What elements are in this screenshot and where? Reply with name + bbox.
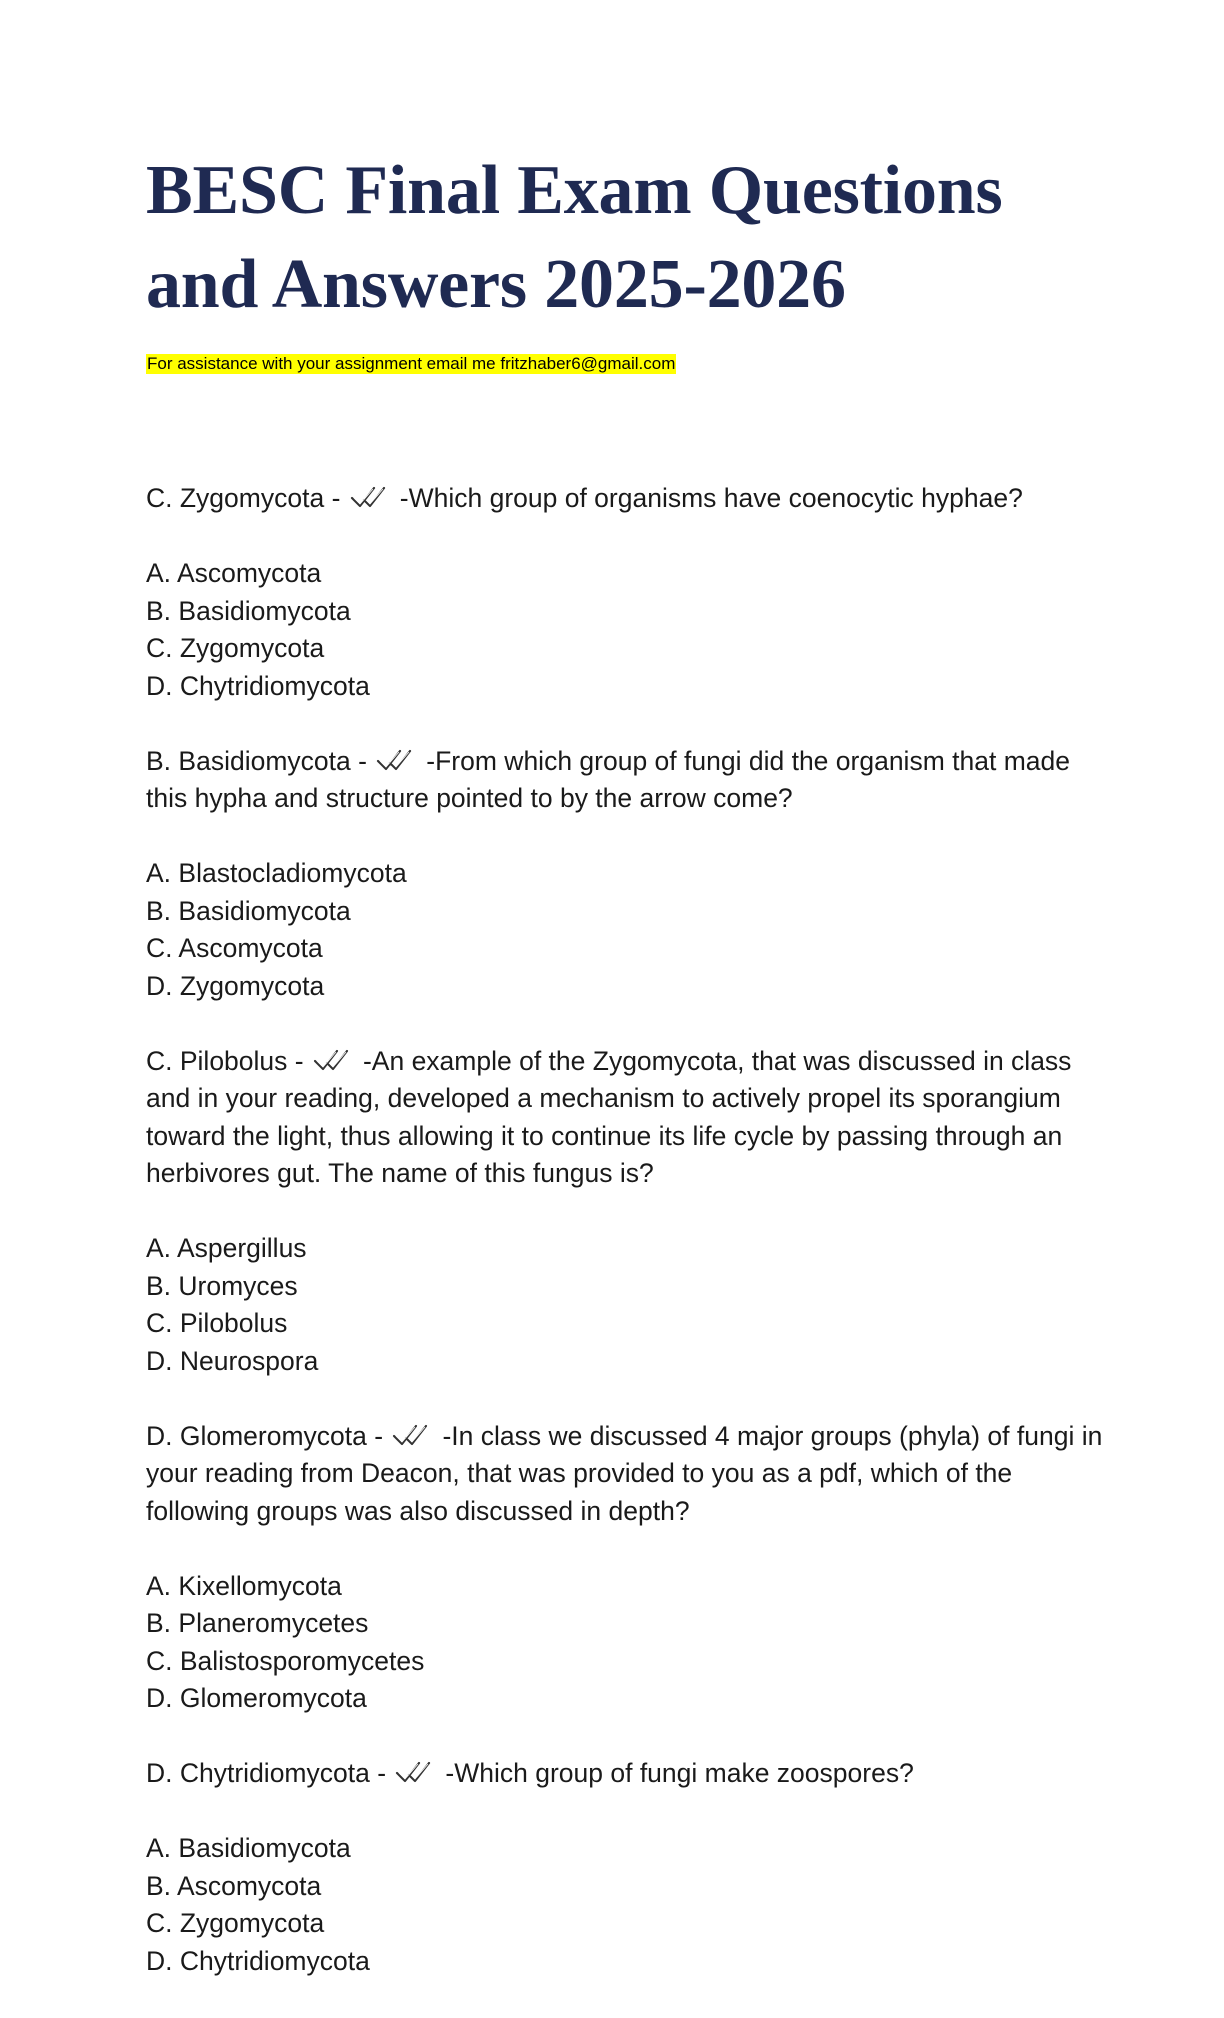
page-content — [146, 144, 1106, 2018]
question-item — [146, 1418, 1106, 1718]
option-d: D. Glomeromycota — [146, 1683, 367, 1713]
question-text: D. Glomeromycota - -In class we discussed 4 major groups (phyla) of fungi in your reading from Deacon, that was provided to you as a pdf, which of the following groups was also discussed in depth? — [146, 1420, 1103, 1526]
double-check-icon — [376, 747, 426, 773]
option-c: C. Zygomycota — [146, 1908, 325, 1938]
question-prompt: -An example of the Zygomycota, that was discussed in class and in your reading, developed a mechanism to actively propel its sporangium toward the light, thus allowing it to continue its life cycle by passing through an herbivores gut. The name of this fungus is? — [146, 1045, 1072, 1188]
option-b: B. Basidiomycota — [146, 595, 351, 626]
double-check-icon — [313, 1047, 363, 1073]
question-text: C. Zygomycota - -Which group of organisms have coenocytic hyphae? — [146, 483, 1023, 513]
title-line-1: BESC Final Exam Questions — [146, 152, 1003, 229]
answer-label: C. Zygomycota — [146, 483, 325, 513]
option-c: C. Balistosporomycetes — [146, 1645, 425, 1676]
option-c: C. Zygomycota — [146, 633, 325, 663]
question-item — [146, 1043, 1106, 1381]
answer-options — [146, 1830, 1106, 1980]
option-b: B. Planeromycetes — [146, 1608, 369, 1638]
option-d: D. Neurospora — [146, 1345, 319, 1376]
question-text: B. Basidiomycota - -From which group of fungi did the organism that made this hypha and structure pointed to by the arrow come? — [146, 745, 1070, 813]
option-b: B. Uromyces — [146, 1270, 298, 1301]
answer-label: B. Basidiomycota — [146, 745, 351, 776]
answer-options — [146, 555, 1106, 705]
option-c: C. Ascomycota — [146, 933, 323, 963]
double-check-icon — [392, 1422, 442, 1448]
answer-options — [146, 1568, 1106, 1718]
option-a: A. Aspergillus — [146, 1233, 307, 1263]
option-d: D. Chytridiomycota — [146, 670, 370, 701]
option-a: A. Blastocladiomycota — [146, 858, 407, 888]
answer-label: D. Glomeromycota — [146, 1420, 367, 1451]
question-prompt: -From which group of fungi did the organism that made this hypha and structure pointed to by the arrow come? — [146, 745, 1070, 813]
assistance-note: For assistance with your assignment email me fritzhaber6@gmail.com — [147, 354, 676, 373]
question-list — [146, 480, 1106, 1980]
question-prompt: -Which group of organisms have coenocytic hyphae? — [399, 483, 1023, 513]
answer-options — [146, 855, 1106, 1005]
option-d: D. Chytridiomycota — [146, 1945, 370, 1976]
answer-options — [146, 1230, 1106, 1380]
title-line-2: and Answers 2025-2026 — [146, 246, 846, 323]
question-item — [146, 480, 1106, 705]
question-text: D. Chytridiomycota - -Which group of fungi make zoospores? — [146, 1758, 914, 1788]
answer-label: D. Chytridiomycota — [146, 1758, 370, 1788]
question-item — [146, 1755, 1106, 1980]
option-d: D. Zygomycota — [146, 970, 325, 1001]
option-a: A. Ascomycota — [146, 558, 322, 588]
question-item — [146, 743, 1106, 1006]
question-prompt: -Which group of fungi make zoospores? — [445, 1758, 914, 1788]
option-a: A. Basidiomycota — [146, 1833, 351, 1863]
question-prompt: -In class we discussed 4 major groups (phyla) of fungi in your reading from Deacon, that was provided to you as a pdf, which of the following groups was also discussed in depth? — [146, 1420, 1103, 1526]
option-c: C. Pilobolus — [146, 1308, 288, 1338]
document-title — [146, 144, 1106, 332]
double-check-icon — [350, 484, 400, 510]
double-check-icon — [395, 1759, 445, 1785]
question-text: C. Pilobolus - -An example of the Zygomycota, that was discussed in class and in your reading, developed a mechanism to actively propel its sporangium toward the light, thus allowing it to continue its life cycle by passing through an herbivores gut. The name of this fungus is? — [146, 1045, 1072, 1188]
option-a: A. Kixellomycota — [146, 1570, 342, 1601]
option-b: B. Ascomycota — [146, 1870, 322, 1901]
answer-label: C. Pilobolus — [146, 1045, 288, 1076]
option-b: B. Basidiomycota — [146, 895, 351, 926]
